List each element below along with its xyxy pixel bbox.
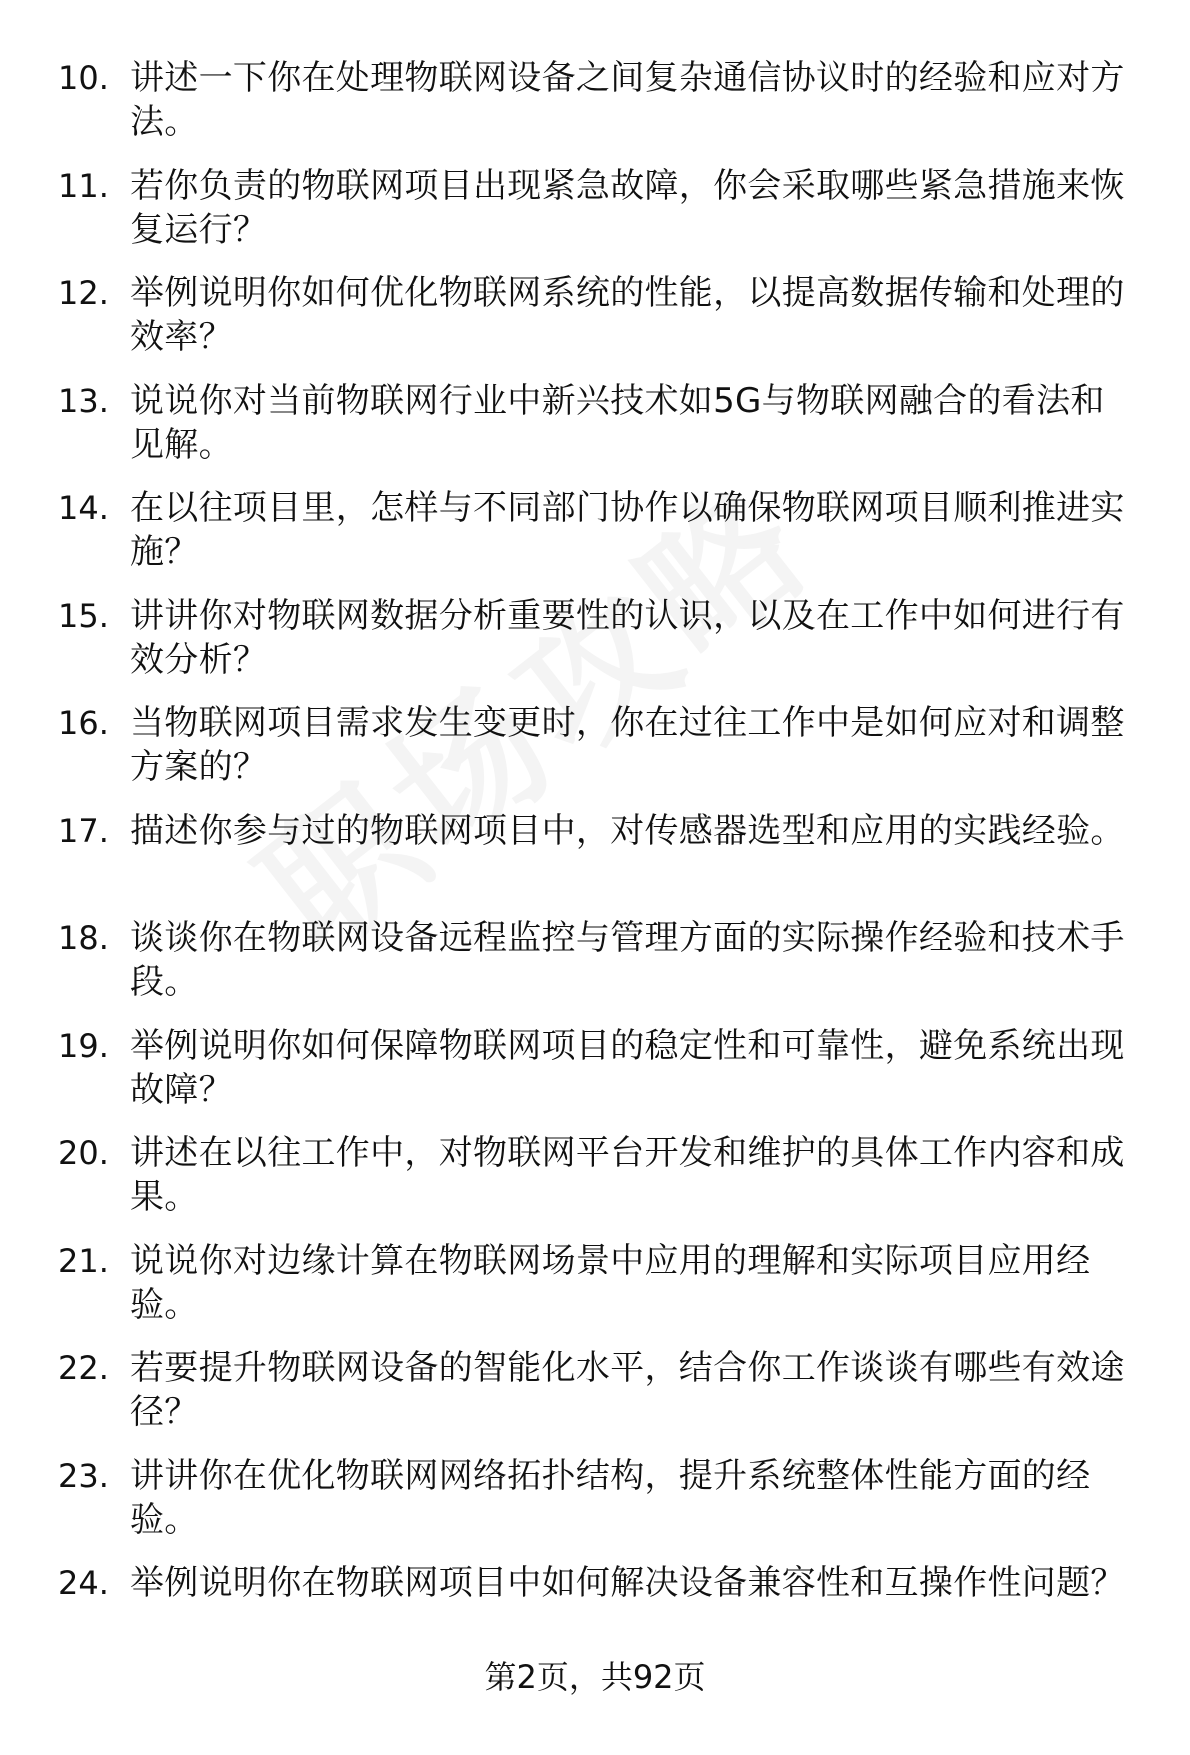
question-number: 24. [58,1564,109,1602]
question-text: 描述你参与过的物联网项目中，对传感器选型和应用的实践经验。 [130,810,1125,851]
question-text: 若你负责的物联网项目出现紧急故障，你会采取哪些紧急措施来恢复运行？ [130,165,1125,250]
question-text: 讲述一下你在处理物联网设备之间复杂通信协议时的经验和应对方法。 [130,58,1125,142]
list-item [58,1346,1158,1454]
list-item [58,916,1158,1024]
list-item [58,701,1158,809]
question-number: 11. [58,166,109,205]
question-number: 15. [58,596,109,635]
list-item [58,1239,1158,1347]
question-number: 14. [58,489,109,527]
list-item [58,594,1158,702]
question-number: 10. [58,59,109,97]
list-item [58,379,1158,487]
question-number: 18. [58,919,109,957]
question-number: 13. [58,381,109,420]
list-item [58,809,1158,917]
list-item [58,164,1158,272]
list-item [58,1024,1158,1132]
question-text: 谈谈你在物联网设备远程监控与管理方面的实际操作经验和技术手段。 [130,918,1125,1002]
list-item [58,271,1158,379]
list-item [58,56,1158,164]
question-text: 若要提升物联网设备的智能化水平，结合你工作谈谈有哪些有效途径？ [130,1348,1125,1432]
question-number: 19. [58,1026,109,1065]
question-number: 17. [58,811,109,850]
question-number: 23. [58,1456,109,1495]
question-text: 当物联网项目需求发生变更时，你在过往工作中是如何应对和调整方案的？ [130,703,1125,787]
question-number: 22. [58,1349,109,1387]
question-list [58,56,1158,1669]
list-item [58,1561,1158,1669]
question-text: 举例说明你如何保障物联网项目的稳定性和可靠性，避免系统出现故障？ [130,1025,1125,1110]
list-item [58,486,1158,594]
question-number: 12. [58,274,109,312]
question-text: 举例说明你如何优化物联网系统的性能，以提高数据传输和处理的效率？ [130,273,1125,357]
question-text: 讲讲你对物联网数据分析重要性的认识，以及在工作中如何进行有效分析？ [130,595,1125,680]
question-text: 在以往项目里，怎样与不同部门协作以确保物联网项目顺利推进实施？ [130,488,1125,572]
question-text: 举例说明你在物联网项目中如何解决设备兼容性和互操作性问题？ [130,1563,1125,1603]
question-number: 16. [58,704,109,742]
question-number: 20. [58,1134,109,1172]
question-text: 说说你对边缘计算在物联网场景中应用的理解和实际项目应用经验。 [130,1240,1091,1325]
list-item [58,1131,1158,1239]
question-text: 说说你对当前物联网行业中新兴技术如5G与物联网融合的看法和见解。 [130,380,1105,465]
list-item [58,1454,1158,1562]
question-text: 讲讲你在优化物联网网络拓扑结构，提升系统整体性能方面的经验。 [130,1455,1091,1540]
question-text: 讲述在以往工作中，对物联网平台开发和维护的具体工作内容和成果。 [130,1133,1125,1217]
page-footer: 第2页，共92页 [484,1658,706,1696]
question-number: 21. [58,1241,109,1280]
